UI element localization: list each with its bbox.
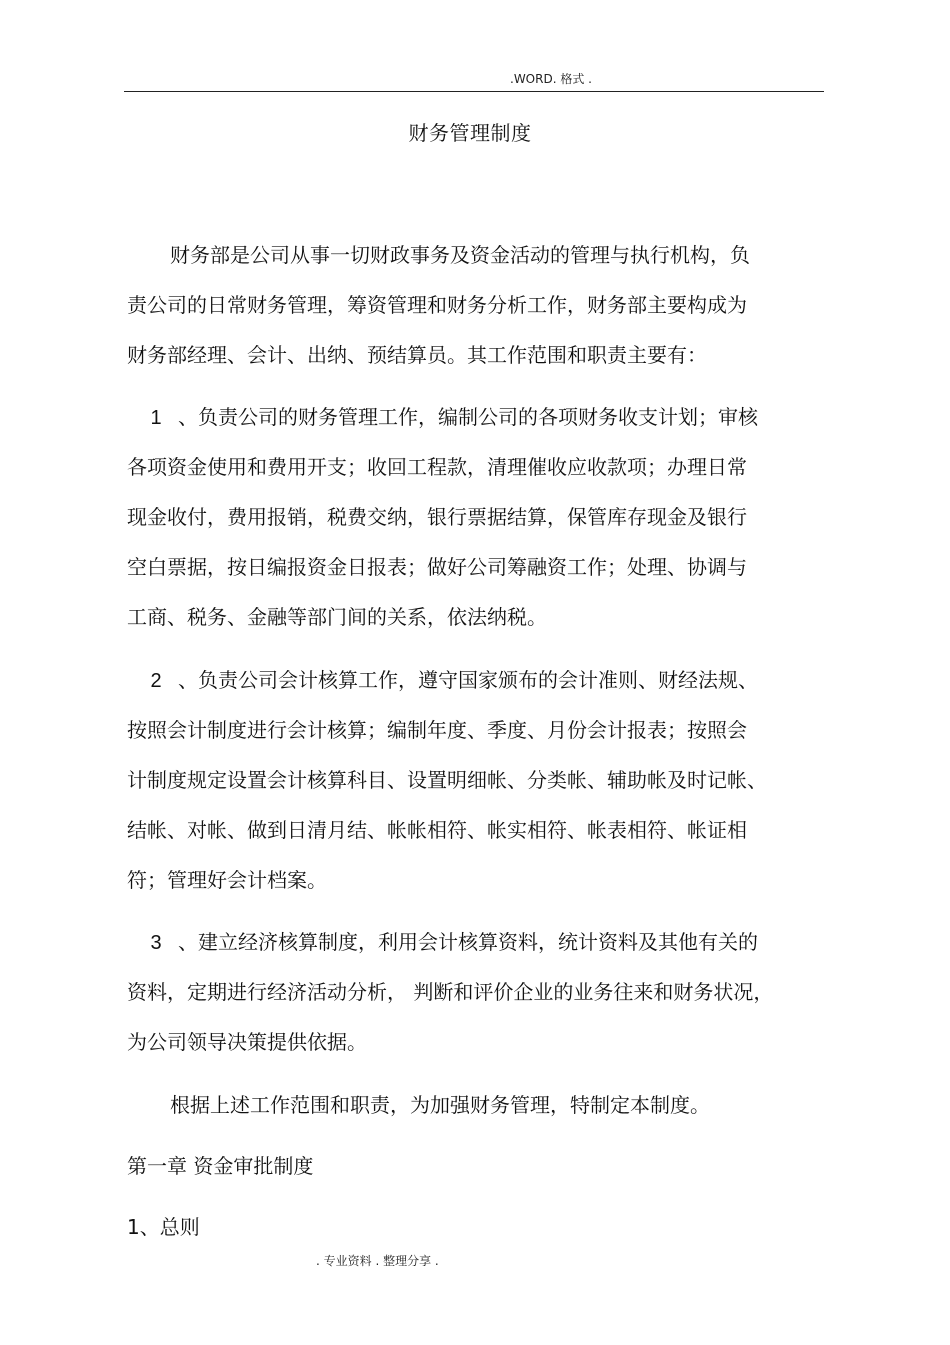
item-number: 1 [150,407,162,429]
item-1-line: 各项资金使用和费用开支；收回工程款，清理催收应收款项；办理日常 [127,455,747,479]
page-header-label: .WORD. 格式 . [510,72,592,86]
item-1-line: 空白票据，按日编报资金日报表；做好公司筹融资工作；处理、协调与 [127,555,747,579]
item-1-line: 现金收付，费用报销，税费交纳，银行票据结算，保管库存现金及银行 [127,505,747,529]
intro-line: 财务部经理、会计、出纳、预结算员。其工作范围和职责主要有： [127,343,707,367]
document-title: 财务管理制度 [408,121,532,145]
item-text: 、建立经济核算制度，利用会计核算资料，统计资料及其他有关的 [178,930,758,954]
item-2-line: 计制度规定设置会计核算科目、设置明细帐、分类帐、辅助帐及时记帐、 [127,768,767,792]
item-2-line: 符；管理好会计档案。 [127,868,327,892]
header-divider [124,91,824,92]
item-3-first-line [134,930,758,955]
closing-paragraph: 根据上述工作范围和职责，为加强财务管理，特制定本制度。 [170,1093,710,1117]
item-3-line: 资料，定期进行经济活动分析， 判断和评价企业的业务往来和财务状况， [127,980,774,1004]
item-1-line: 工商、税务、金融等部门间的关系，依法纳税。 [127,605,547,629]
item-text: 、负责公司会计核算工作，遵守国家颁布的会计准则、财经法规、 [178,668,758,692]
item-text: 、负责公司的财务管理工作，编制公司的各项财务收支计划；审核 [178,405,758,429]
item-2-first-line [134,668,758,693]
chapter-heading: 第一章 资金审批制度 [127,1154,314,1178]
section-heading: 1、总则 [127,1215,200,1239]
item-3-line: 为公司领导决策提供依据。 [127,1030,367,1054]
item-2-line: 结帐、对帐、做到日清月结、帐帐相符、帐实相符、帐表相符、帐证相 [127,818,747,842]
item-number: 3 [150,932,162,954]
item-number: 2 [150,670,162,692]
intro-line: 财务部是公司从事一切财政事务及资金活动的管理与执行机构，负 [170,243,750,267]
item-2-line: 按照会计制度进行会计核算；编制年度、季度、月份会计报表；按照会 [127,718,747,742]
item-1-first-line [134,405,758,430]
page-footer-label: . 专业资料 . 整理分享 . [316,1254,439,1268]
intro-line: 责公司的日常财务管理，筹资管理和财务分析工作，财务部主要构成为 [127,293,747,317]
